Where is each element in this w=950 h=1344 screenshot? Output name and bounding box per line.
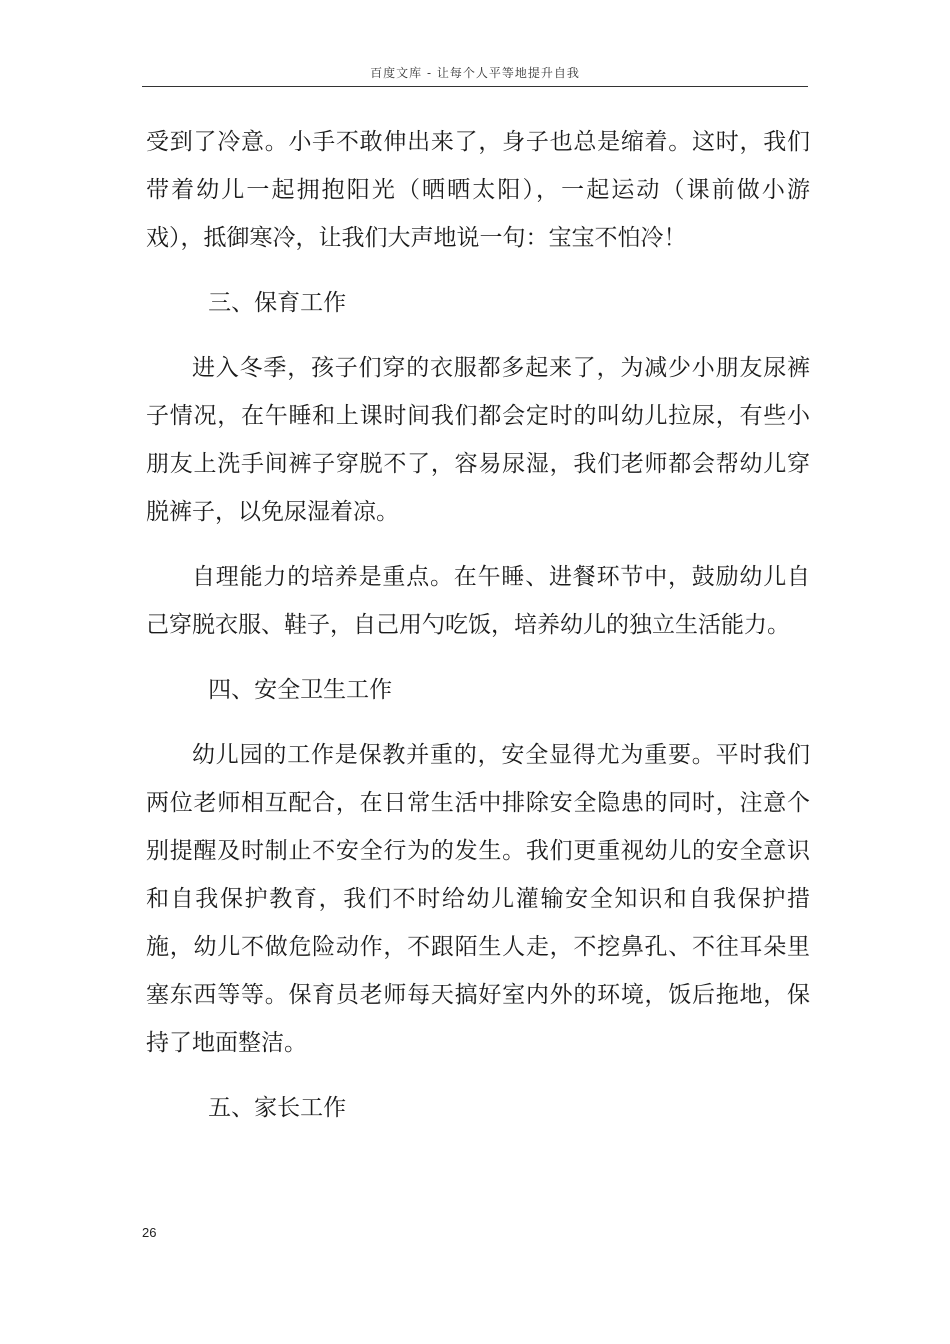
paragraph-continued: 受到了冷意。小手不敢伸出来了，身子也总是缩着。这时，我们带着幼儿一起拥抱阳光（晒晒太阳），一起运动（课前做小游戏），抵御寒冷，让我们大声地说一句：宝宝不怕冷！: [146, 129, 810, 251]
page-number: 26: [142, 1225, 157, 1240]
page-header: 百度文库 - 让每个人平等地提升自我: [370, 66, 580, 80]
paragraph-self-care: 自理能力的培养是重点。在午睡、进餐环节中，鼓励幼儿自己穿脱衣服、鞋子，自己用勺吃饭，培养幼儿的独立生活能力。: [146, 564, 810, 638]
paragraph-winter-care: 进入冬季，孩子们穿的衣服都多起来了，为减少小朋友尿裤子情况，在午睡和上课时间我们都会定时的叫幼儿拉尿，有些小朋友上洗手间裤子穿脱不了，容易尿湿，我们老师都会帮幼儿穿脱裤子，以免尿湿着凉。: [146, 355, 810, 525]
paragraph-safety: 幼儿园的工作是保教并重的，安全显得尤为重要。平时我们两位老师相互配合，在日常生活中排除安全隐患的同时，注意个别提醒及时制止不安全行为的发生。我们更重视幼儿的安全意识和自我保护教育，我们不时给幼儿灌输安全知识和自我保护措施，幼儿不做危险动作，不跟陌生人走，不挖鼻孔、不往耳朵里塞东西等等。保育员老师每天搞好室内外的环境，饭后拖地，保持了地面整洁。: [146, 742, 810, 1056]
document-body: [146, 118, 810, 1149]
section-heading-parents: 五、家长工作: [208, 1095, 347, 1121]
header-divider: [142, 86, 808, 87]
section-heading-childcare: 三、保育工作: [208, 290, 347, 316]
section-heading-safety: 四、安全卫生工作: [208, 677, 393, 703]
